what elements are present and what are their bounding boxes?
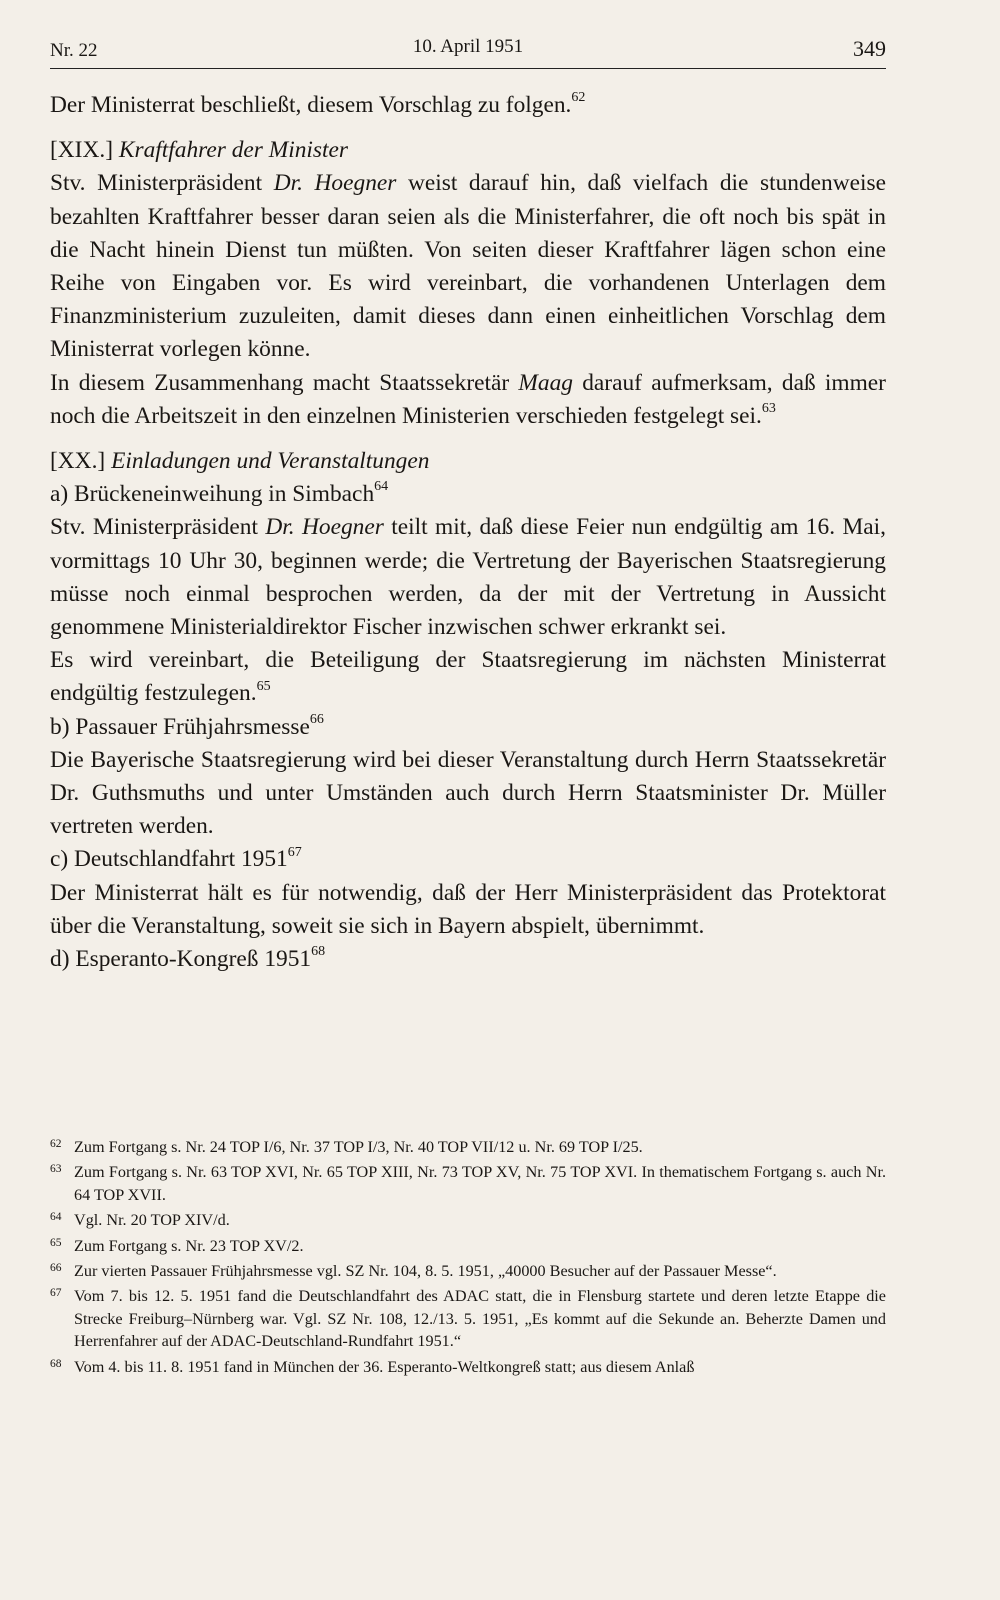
subheading-b: b) Passauer Frühjahrsmesse$^{66}$: [50, 711, 324, 740]
subheading-a: a) Brückeneinweihung in Simbach$^{64}$: [50, 479, 389, 508]
footnote: 63 Zum Fortgang s. Nr. 63 TOP XVI, Nr. 65 TOP XIII, Nr. 73 TOP XV, Nr. 75 TOP XVI. In thematischem Fortgang s. auch Nr. 64 TOP XVII.: [50, 1163, 886, 1204]
page-number: 349: [853, 36, 886, 61]
running-header: [50, 36, 886, 69]
footnote-ref: 67: [287, 844, 302, 860]
paragraph: In diesem Zusammenhang macht Staatssekretär Maag darauf aufmerksam, daß immer noch die Arbeitszeit in den einzelnen Ministerien verschieden festgelegt sei.$^{63}$: [50, 369, 886, 429]
main-text: [50, 89, 886, 976]
paragraph: Der Ministerrat hält es für notwendig, daß der Herr Ministerpräsident das Protektorat über die Veranstaltung, soweit sie sich in Bayern abspielt, übernimmt.: [50, 879, 886, 939]
footnote: 66 Zur vierten Passauer Frühjahrsmesse vgl. SZ Nr. 104, 8. 5. 1951, „40000 Besucher auf der Passauer Messe“.: [50, 1262, 777, 1281]
page: [50, 36, 886, 976]
subheading-c: c) Deutschlandfahrt 1951$^{67}$: [50, 844, 302, 873]
footnote: 64 Vgl. Nr. 20 TOP XIV/d.: [50, 1211, 230, 1230]
footnote-ref: 64: [374, 479, 389, 495]
footnote-ref: 62: [571, 90, 586, 106]
header-date: 10. April 1951: [412, 36, 524, 57]
footnote: 68 Vom 4. bis 11. 8. 1951 fand in München der 36. Esperanto-Weltkongreß statt; aus diesem Anlaß: [50, 1357, 695, 1376]
section-heading-20: [XX.] Einladungen und Veranstaltungen: [50, 448, 430, 475]
footnotes: [50, 1136, 886, 1381]
footnote-ref: 66: [309, 711, 324, 727]
footnote: 62 Zum Fortgang s. Nr. 24 TOP I/6, Nr. 37 TOP I/3, Nr. 40 TOP VII/12 u. Nr. 69 TOP I/25.: [50, 1138, 643, 1156]
paragraph: Es wird vereinbart, die Beteiligung der Staatsregierung im nächsten Ministerrat endgültig festzulegen.$^{65}$: [50, 647, 886, 707]
paragraph: Stv. Ministerpräsident Dr. Hoegner teilt mit, daß diese Feier nun endgültig am 16. Mai, vormittags 10 Uhr 30, beginnen werde; die Vertretung der Bayerischen Staatsregierung müsse noch einmal besprochen werden, da der mit der Vertretung in Aussicht genommene Ministerialdirektor Fischer inzwischen schwer erkrankt sei.: [50, 514, 886, 641]
footnote-ref: 68: [311, 944, 326, 960]
subheading-d: d) Esperanto-Kongreß 1951$^{68}$: [50, 944, 326, 973]
paragraph: Die Bayerische Staatsregierung wird bei dieser Veranstaltung durch Herrn Staatssekretär Dr. Guthsmuths und unter Umständen auch durch Herrn Staatsminister Dr. Müller vertreten werden.: [50, 746, 886, 840]
paragraph: Der Ministerrat beschließt, diesem Vorschlag zu folgen.$^{62}$: [50, 90, 586, 118]
section-heading-19: [XIX.] Kraftfahrer der Minister: [50, 137, 349, 164]
footnote: 65 Zum Fortgang s. Nr. 23 TOP XV/2.: [50, 1236, 304, 1255]
header-issue-number: Nr. 22: [50, 40, 98, 61]
footnote: 67 Vom 7. bis 12. 5. 1951 fand die Deutschlandfahrt des ADAC statt, die in Flensburg startete und deren letzte Etappe die Strecke Freiburg–Nürnberg war. Vgl. SZ Nr. 108, 12./13. 5. 1951, „Es kommt auf die Sekunde an. Beherzte Damen und Herrenfahrer auf der ADAC-Deutschland-Rundfahrt 1951.“: [50, 1287, 886, 1351]
footnote-ref: 65: [256, 678, 271, 694]
paragraph: Stv. Ministerpräsident Dr. Hoegner weist darauf hin, daß vielfach die stundenweise bezahlten Kraftfahrer besser daran seien als die Ministerfahrer, die oft noch bis spät in die Nacht hinein Dienst tun müßten. Von seiten dieser Kraftfahrer lägen schon eine Reihe von Eingaben vor. Es wird vereinbart, die vorhandenen Unterlagen dem Finanzministerium zuzuleiten, damit dieses dann einen einheitlichen Vorschlag dem Ministerrat vorlegen könne.: [50, 170, 886, 363]
footnote-ref: 63: [761, 401, 776, 417]
